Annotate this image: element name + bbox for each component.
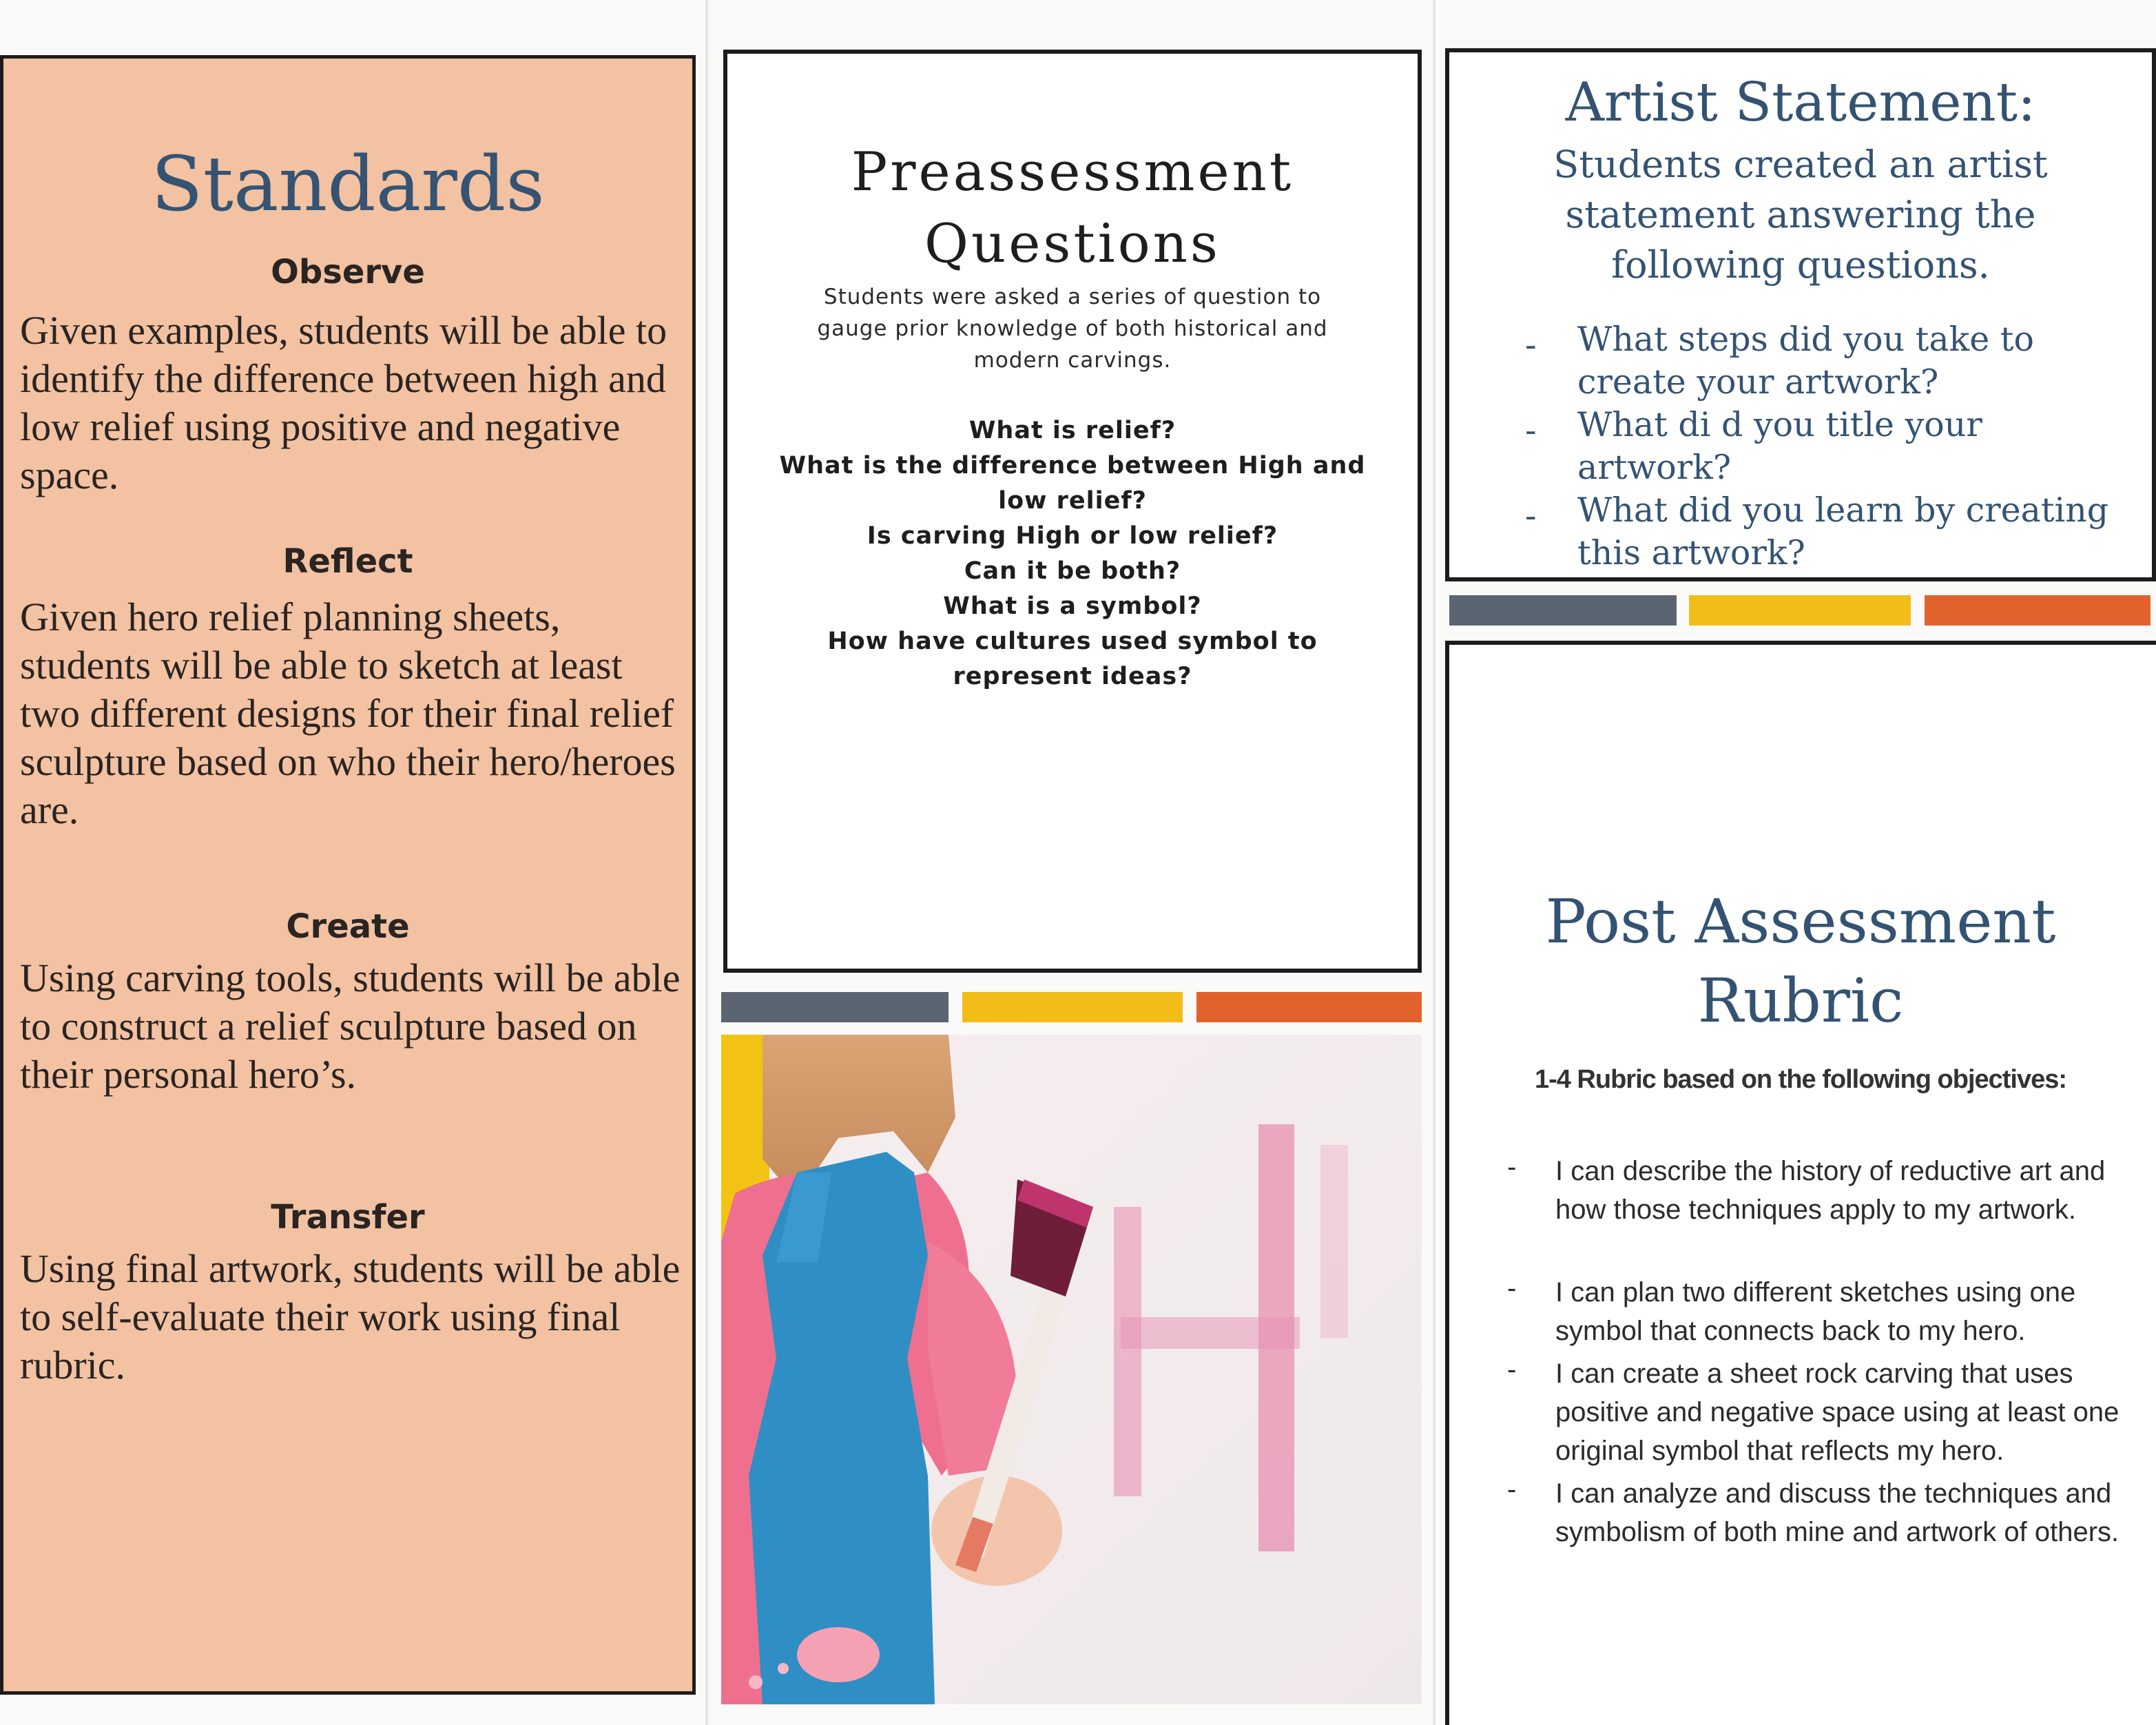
artist-statement-subtitle: Students created an artist statement answering the following questions. xyxy=(1553,143,2048,287)
bullet-dash: - xyxy=(1525,496,1537,535)
preassessment-title-line2: Questions xyxy=(924,213,1221,275)
question-item: How have cultures used symbol to represent ideas? xyxy=(827,628,1318,690)
question-item: Is carving High or low relief? xyxy=(867,522,1278,550)
section-text-create: Using carving tools, students will be able to construct a relief sculpture based on their personal hero’s. xyxy=(20,956,681,1097)
post-assessment-title-line2: Rubric xyxy=(1697,965,1904,1036)
preassessment-title-line1: Preassessment xyxy=(851,141,1294,203)
bullet-dash: - xyxy=(1525,325,1537,364)
color-bar-orange xyxy=(1196,992,1422,1022)
bullet-dash: - xyxy=(1507,1152,1517,1182)
question-item: What is a symbol? xyxy=(943,592,1202,620)
artist-question-item: What did you learn by creating this artwork? xyxy=(1577,490,2109,572)
section-heading-observe: Observe xyxy=(271,253,425,291)
bullet-dash: - xyxy=(1507,1354,1517,1385)
bullet-dash: - xyxy=(1507,1474,1517,1505)
artist-question-item: What steps did you take to create your artwork? xyxy=(1577,320,2034,402)
preassessment-question-list xyxy=(769,413,1376,694)
fold-line-left xyxy=(705,0,708,1725)
post-assessment-panel xyxy=(1445,641,2156,1725)
bullet-dash: - xyxy=(1525,411,1537,450)
standards-title: Standards xyxy=(151,140,545,228)
question-item: What is the difference between High and low relief? xyxy=(779,452,1366,515)
section-heading-reflect: Reflect xyxy=(282,542,413,581)
section-heading-create: Create xyxy=(286,907,410,946)
artist-statement-panel xyxy=(1445,48,2156,581)
fold-line-right xyxy=(1433,0,1435,1725)
post-assessment-title-line1: Post Assessment xyxy=(1545,886,2056,957)
artist-question-item: What di d you title your artwork? xyxy=(1577,405,1982,487)
post-assessment-title xyxy=(1449,882,2152,1040)
preassessment-title xyxy=(727,136,1418,280)
objective-item: I can plan two different sketches using one symbol that connects back to my hero. xyxy=(1555,1277,2076,1346)
section-text-reflect: Given hero relief planning sheets, students will be able to sketch at least two different designs for their final relief sculpture based on who their hero/heroes are. xyxy=(20,595,676,832)
preassessment-panel xyxy=(723,50,1422,973)
section-heading-transfer: Transfer xyxy=(271,1198,425,1237)
standards-panel xyxy=(0,55,696,1695)
bullet-dash: - xyxy=(1507,1273,1517,1303)
color-bar-yellow xyxy=(1689,595,1911,626)
color-bar-orange xyxy=(1925,595,2150,626)
objective-item: I can describe the history of reductive art and how those techniques apply to my artwork. xyxy=(1555,1156,2106,1225)
question-item: What is relief? xyxy=(968,417,1177,444)
student-painting-photo xyxy=(721,1035,1422,1704)
preassessment-intro: Students were asked a series of question to gauge prior knowledge of both historical and modern carvings. xyxy=(817,285,1328,373)
objective-item: I can analyze and discuss the techniques and symbolism of both mine and artwork of others. xyxy=(1555,1478,2119,1547)
section-text-transfer: Using final artwork, students will be able to self-evaluate their work using final rubric. xyxy=(20,1246,681,1387)
rubric-heading: 1-4 Rubric based on the following objectives: xyxy=(1534,1065,2067,1094)
objective-item: I can create a sheet rock carving that uses positive and negative space using at least one original symbol that reflects my hero. xyxy=(1555,1359,2119,1466)
color-bar-yellow xyxy=(962,992,1183,1022)
color-bar-gray xyxy=(1449,595,1677,626)
section-text-observe: Given examples, students will be able to identify the difference between high and low relief using positive and negative space. xyxy=(20,308,667,497)
artist-statement-title: Artist Statement: xyxy=(1565,72,2036,134)
color-bar-gray xyxy=(721,992,949,1022)
question-item: Can it be both? xyxy=(964,557,1181,585)
child-holding-paint-sponge-brush-icon xyxy=(721,1035,1422,1704)
